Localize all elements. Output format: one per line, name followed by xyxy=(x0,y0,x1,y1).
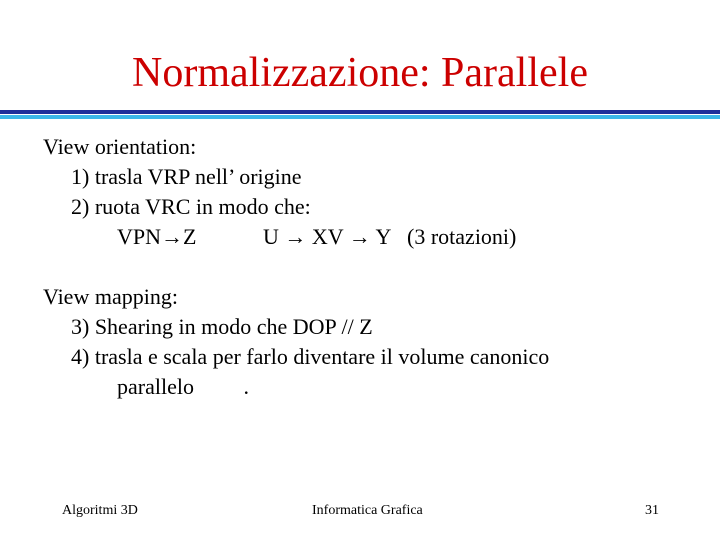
section-heading-view-orientation: View orientation: xyxy=(43,134,197,159)
slide-title: Normalizzazione: Parallele xyxy=(132,50,588,96)
title-divider xyxy=(0,110,720,122)
step-4: 4) trasla e scala per farlo diventare il volume canonico xyxy=(71,344,550,369)
step-2: 2) ruota VRC in modo che: xyxy=(71,194,311,219)
section-heading-view-mapping: View mapping: xyxy=(43,284,178,309)
step-4-continuation: parallelo . xyxy=(117,374,249,399)
step-1: 1) trasla VRP nell’ origine xyxy=(71,164,302,189)
formula-vpn-z: VPN→Z xyxy=(117,224,197,249)
footer-page-number: 31 xyxy=(645,503,659,518)
spacer xyxy=(43,252,703,282)
footer-course: Algoritmi 3D xyxy=(62,503,138,518)
rotation-formula xyxy=(43,222,703,252)
footer-subject: Informatica Grafica xyxy=(312,503,423,518)
step-3: 3) Shearing in modo che DOP // Z xyxy=(71,314,373,339)
formula-u-xv-y: U → XV → Y (3 rotazioni) xyxy=(263,224,517,249)
slide-body xyxy=(43,132,703,402)
